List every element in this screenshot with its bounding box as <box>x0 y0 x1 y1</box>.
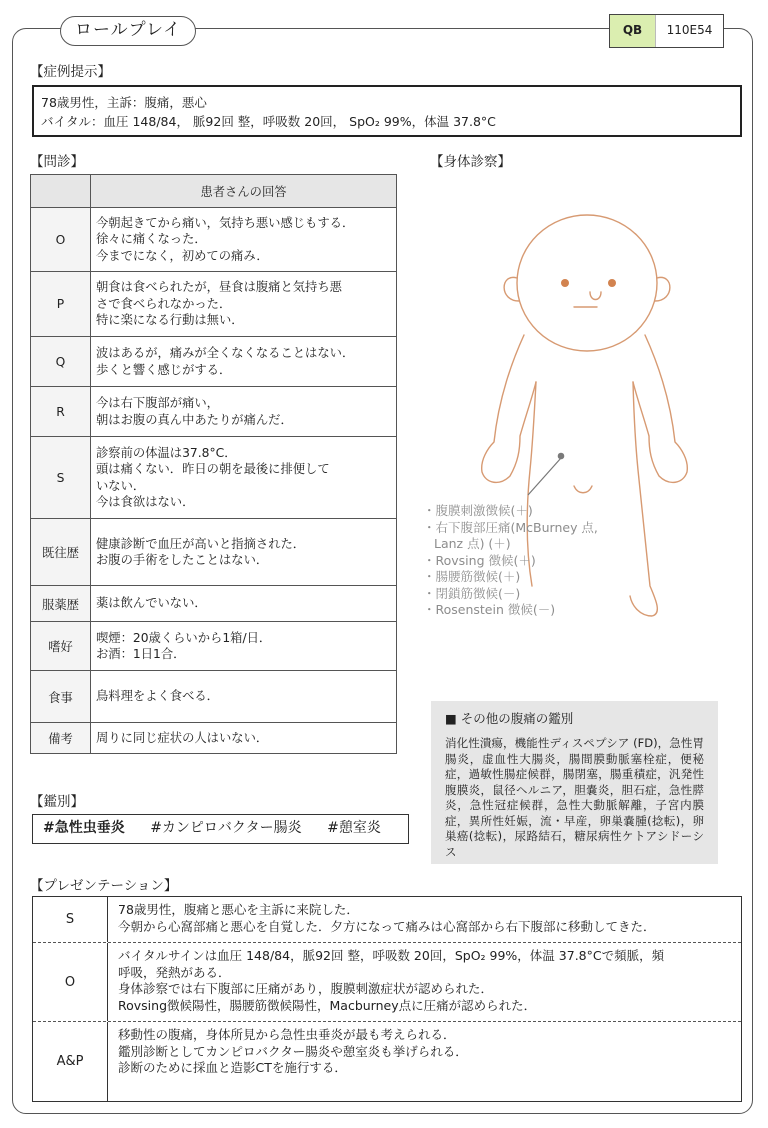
table-row <box>31 622 397 671</box>
exam-heading: 【身体診察】 <box>430 154 511 170</box>
presentation-heading: 【プレゼンテーション】 <box>30 878 178 894</box>
row-key: O <box>33 943 108 1021</box>
sign-item: ・閉鎖筋徴候(－) <box>423 585 521 601</box>
sign-item: ・Rosenstein 徴候(－) <box>423 602 556 617</box>
case-line-1: 78歳男性，主訴：腹痛，悪心 <box>41 95 207 110</box>
other-ddx-body: 消化性潰瘍，機能性ディスペプシア (FD)，急性胃腸炎，虚血性大腸炎，腸間膜動脈塞栓症，便秘症，過敏性腸症候群，腸閉塞，腸重積症，汎発性腹膜炎，鼠径ヘルニア，胆嚢炎，胆石症，急性膵炎，急性冠症候群，急性大動脈解離，子宮内膜症，異所性妊娠，流・早産，卵巣嚢腫(捻転)，卵巣癌(捻転)，尿路結石，糖尿病性ケトアシドーシス <box>445 736 704 859</box>
ddx-item: #憩室炎 <box>327 820 381 836</box>
table-row <box>31 671 397 723</box>
row-value: 移動性の腹痛，身体所見から急性虫垂炎が最も考えられる． 鑑別診断としてカンピロバクター腸炎や憩室炎も挙げられる． 診断のために採血と造影CTを施行する． <box>118 1027 468 1075</box>
row-key: Q <box>31 337 91 387</box>
row-key: A&P <box>33 1022 108 1101</box>
table-row <box>31 387 397 437</box>
interview-table <box>30 174 397 754</box>
presentation-row-o <box>33 943 741 1022</box>
row-value: バイタルサインは血圧 148/84，脈92回 整，呼吸数 20回，SpO₂ 99%，体温 37.8°Cで頻脈，頻 呼吸，発熱がある． 身体診察では右下腹部に圧痛があり，腹膜刺激症状が認められた． Rovsing徴候陽性，腸腰筋徴候陽性，Macburney点に圧痛が認められた． <box>118 948 665 1013</box>
presentation-row-s <box>33 897 741 943</box>
table-row <box>31 519 397 586</box>
case-box <box>32 85 742 137</box>
row-value: 78歳男性，腹痛と悪心を主訴に来院した． 今朝から心窩部痛と悪心を自覚した．夕方になって痛みは心窩部から右下腹部に移動してきた． <box>118 902 656 934</box>
row-value: 鳥料理をよく食べる． <box>91 671 397 723</box>
head-outline <box>517 215 657 351</box>
row-key: S <box>33 897 108 942</box>
row-key: 服薬歴 <box>31 586 91 622</box>
case-line-2: バイタル：血圧 148/84， 脈92回 整，呼吸数 20回， SpO₂ 99%，体温 37.8°C <box>41 114 496 129</box>
right-arm <box>633 335 687 482</box>
qb-badge <box>609 14 724 48</box>
row-value: 診察前の体温は37.8°C． 頭は痛くない．昨日の朝を最後に排便して いない． 今は食欲はない． <box>91 437 397 519</box>
mouth <box>590 292 601 300</box>
other-ddx-box <box>431 701 718 864</box>
other-ddx-heading: ■ その他の腹痛の鑑別 <box>445 711 574 726</box>
ddx-heading: 【鑑別】 <box>30 794 84 810</box>
qb-code: 110E54 <box>666 23 713 37</box>
row-key: R <box>31 387 91 437</box>
row-key: 既往歴 <box>31 519 91 586</box>
row-value: 今は右下腹部が痛い， 朝はお腹の真ん中あたりが痛んだ． <box>91 387 397 437</box>
row-key: O <box>31 208 91 272</box>
row-value: 薬は飲んでいない． <box>91 586 397 622</box>
row-value: 今朝起きてから痛い，気持ち悪い感じもする． 徐々に痛くなった． 今までになく，初めての痛み． <box>91 208 397 272</box>
case-heading: 【症例提示】 <box>30 64 111 80</box>
row-value: 健康診断で血圧が高いと指摘された． お腹の手術をしたことはない． <box>91 519 397 586</box>
row-key: 食事 <box>31 671 91 723</box>
page-title: ロールプレイ <box>60 16 196 46</box>
row-value: 周りに同じ症状の人はいない． <box>91 723 397 754</box>
table-row <box>31 723 397 754</box>
groin <box>574 486 592 493</box>
table-row <box>31 586 397 622</box>
sign-item: ・腹膜刺激徴候(＋) <box>423 503 533 518</box>
presentation-row-ap <box>33 1022 741 1101</box>
ddx-primary: #急性虫垂炎 <box>43 820 125 836</box>
sign-item: ・Rovsing 徴候(＋) <box>423 552 536 568</box>
sign-item: ・右下腹部圧痛(McBurney 点, <box>423 519 598 535</box>
row-key: P <box>31 272 91 337</box>
row-key: 嗜好 <box>31 622 91 671</box>
qb-label: QB <box>610 15 656 47</box>
row-key: 備考 <box>31 723 91 754</box>
table-row <box>31 437 397 519</box>
interview-heading: 【問診】 <box>30 154 84 170</box>
left-eye <box>561 279 569 287</box>
sign-item: ・腸腰筋徴候(＋) <box>423 569 521 584</box>
ddx-box <box>32 814 409 844</box>
pointer-dot <box>558 453 565 460</box>
ddx-item: #カンピロバクター腸炎 <box>150 820 302 836</box>
pointer-line <box>528 458 561 495</box>
interview-col-header: 患者さんの回答 <box>91 175 397 208</box>
row-value: 喫煙：20歳くらいから1箱/日． お酒：1日1合． <box>91 622 397 671</box>
right-eye <box>608 279 616 287</box>
table-row <box>31 337 397 387</box>
table-row <box>31 208 397 272</box>
sign-item: Lanz 点) (＋) <box>434 536 511 551</box>
left-arm <box>482 335 536 482</box>
table-row <box>31 272 397 337</box>
row-value: 朝食は食べられたが，昼食は腹痛と気持ち悪 さで食べられなかった． 特に楽になる行動は無い． <box>91 272 397 337</box>
presentation-table <box>32 896 742 1102</box>
row-value: 波はあるが，痛みが全くなくなることはない． 歩くと響く感じがする． <box>91 337 397 387</box>
row-key: S <box>31 437 91 519</box>
exam-signs <box>423 503 598 619</box>
